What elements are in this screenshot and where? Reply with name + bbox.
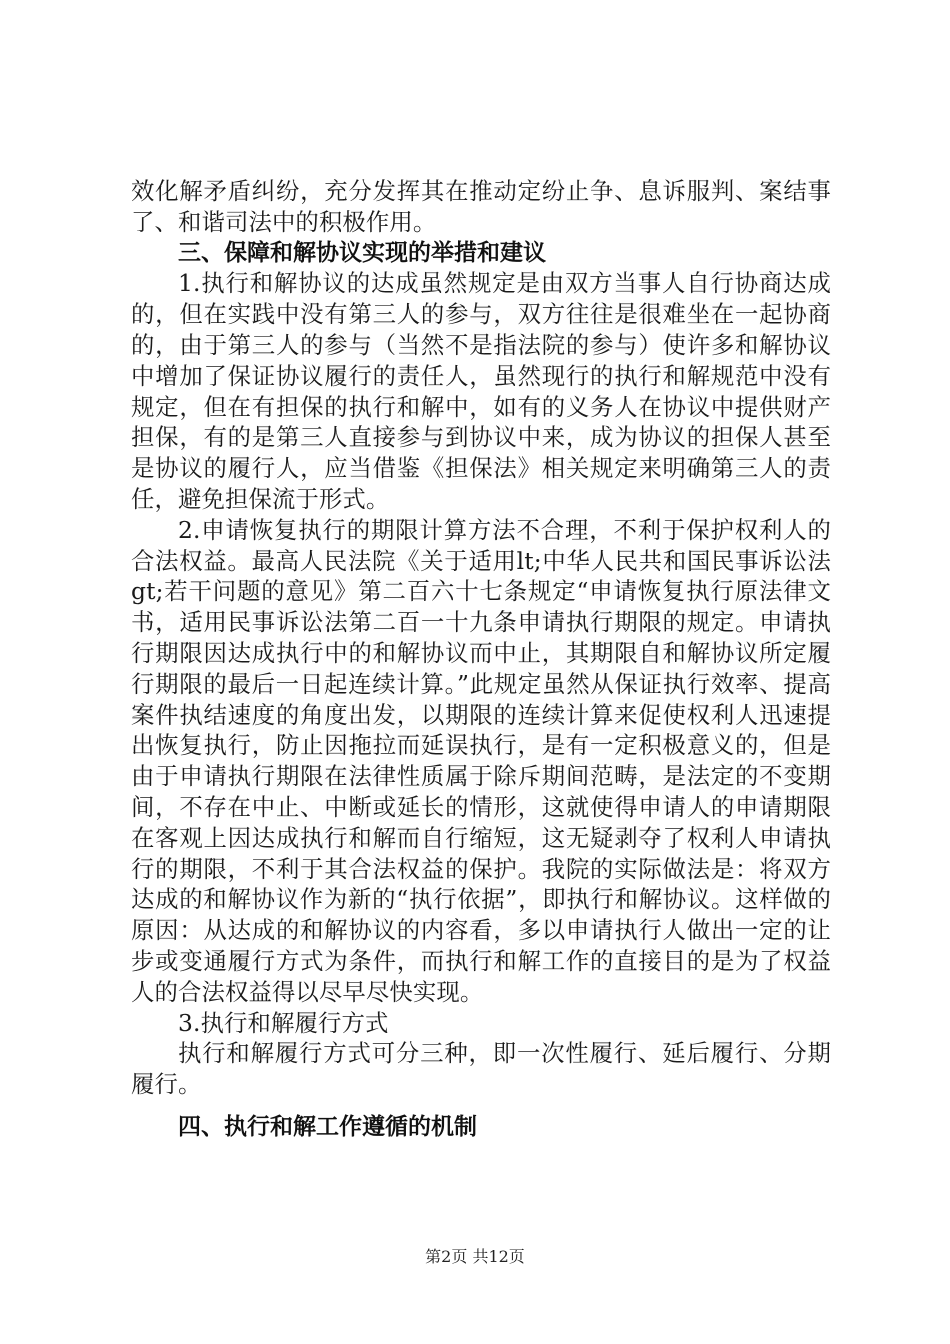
section-heading-3: 三、保障和解协议实现的举措和建议 xyxy=(178,239,546,266)
item-3-title: 3.执行和解履行方式 xyxy=(178,1008,389,1037)
document-body xyxy=(131,176,831,1144)
page-footer: 第2页 共12页 xyxy=(425,1247,525,1266)
paragraph-item-2: 2.申请恢复执行的期限计算方法不合理，不利于保护权利人的合法权益。最高人民法院《关于适用lt;中华人民共和国民事诉讼法gt;若干问题的意见》第二百六十七条规定“申请恢复执行原法律文书，适用民事诉讼法第二百一十九条申请执行期限的规定。申请执行期限因达成执行中的和解协议而中止，其期限自和解协议所定履行期限的最后一日起连续计算。”此规定虽然从保证执行效率、提高案件执结速度的角度出发，以期限的连续计算来促使权利人迅速提出恢复执行，防止因拖拉而延误执行，是有一定积极意义的，但是由于申请执行期限在法律性质属于除斥期间范畴，是法定的不变期间，不存在中止、中断或延长的情形，这就使得申请人的申请期限在客观上因达成执行和解而自行缩短，这无疑剥夺了权利人申请执行的期限，不利于其合法权益的保护。我院的实际做法是：将双方达成的和解协议作为新的“执行依据”，即执行和解协议。这样做的原因：从达成的和解协议的内容看，多以申请执行人做出一定的让步或变通履行方式为条件，而执行和解工作的直接目的是为了权益人的合法权益得以尽早尽快实现。 xyxy=(131,515,831,1006)
section-heading-4: 四、执行和解工作遵循的机制 xyxy=(178,1113,477,1140)
paragraph-intro: 效化解矛盾纠纷，充分发挥其在推动定纷止争、息诉服判、案结事了、和谐司法中的积极作用。 xyxy=(131,177,831,236)
paragraph-item-1: 1.执行和解协议的达成虽然规定是由双方当事人自行协商达成的，但在实践中没有第三人的参与，双方往往是很难坐在一起协商的，由于第三人的参与（当然不是指法院的参与）使许多和解协议中增加了保证协议履行的责任人，虽然现行的执行和解规范中没有规定，但在有担保的执行和解中，如有的义务人在协议中提供财产担保，有的是第三人直接参与到协议中来，成为协议的担保人甚至是协议的履行人，应当借鉴《担保法》相关规定来明确第三人的责任，避免担保流于形式。 xyxy=(131,269,831,513)
paragraph-item-3: 执行和解履行方式可分三种，即一次性履行、延后履行、分期履行。 xyxy=(131,1039,831,1099)
